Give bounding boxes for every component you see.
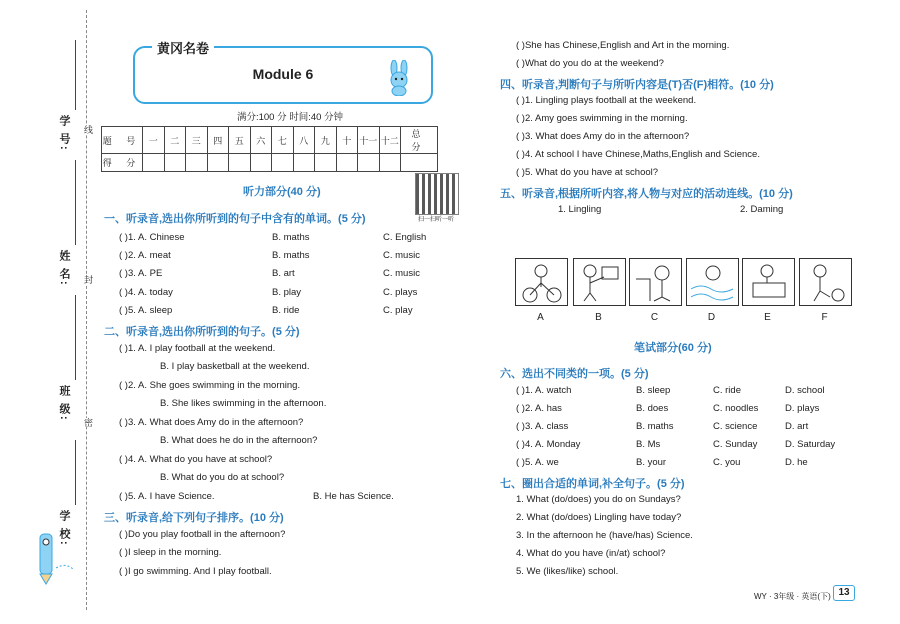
score-input-cell[interactable] [336,154,358,172]
score-cell: 十 [336,127,358,154]
score-input-cell[interactable] [293,154,315,172]
score-input-cell[interactable] [207,154,229,172]
judgement-item: ( )1. Lingling plays football at the weekend. [516,95,697,106]
option-b: B. She likes swimming in the afternoon. [160,398,327,409]
student-id-label: 学 号: [58,115,70,152]
option-c: C. plays [383,287,418,298]
judgement-item: ( )4. At school I have Chinese,Maths,English and Science. [516,149,760,160]
score-cell: 九 [315,127,337,154]
activity-picture-a[interactable] [515,258,568,306]
score-input-cell[interactable] [315,154,337,172]
fill-item: 2. What (do/does) Lingling have today? [516,512,682,523]
option-c: C. music [383,268,420,279]
brand-logo: 黄冈名卷 [152,38,214,57]
question-line: ( )1. A. I play football at the weekend. [119,343,276,354]
name-field[interactable] [75,160,76,245]
judgement-item: ( )2. Amy goes swimming in the morning. [516,113,688,124]
score-input-cell[interactable] [358,154,380,172]
ordering-item: ( )I sleep in the morning. [119,547,222,558]
score-cell: 三 [186,127,208,154]
binding-dashed-line [86,10,87,610]
fill-item: 1. What (do/does) you do on Sundays? [516,494,681,505]
option-b: B. He has Science. [313,491,394,502]
fill-item: 4. What do you have (in/at) school? [516,548,666,559]
section-6-heading: 六、选出不同类的一项。(5 分) [500,368,649,380]
section-3-heading: 三、听录音,给下列句子排序。(10 分) [104,512,284,524]
question-line: ( )5. A. sleep [119,305,173,316]
listening-part-title: 听力部分(40 分) [243,186,321,198]
option-c: C. music [383,250,420,261]
option-b: B. sleep [636,385,671,396]
activity-picture-b[interactable] [573,258,626,306]
option-b: B. your [636,457,667,468]
score-row-label: 得 分 [102,154,143,172]
question-line: ( )4. A. today [119,287,173,298]
option-c: C. English [383,232,427,243]
fill-item: 3. In the afternoon he (have/has) Science. [516,530,693,541]
score-cell: 六 [250,127,272,154]
picture-letter: E [764,312,771,323]
question-line: ( )5. A. we [516,457,559,468]
question-line: ( )4. A. Monday [516,439,581,450]
section-7-heading: 七、圈出合适的单词,补全句子。(5 分) [500,478,685,490]
score-table-score-row [102,154,438,172]
picture-letter: C [650,312,659,323]
question-line: ( )3. A. PE [119,268,163,279]
question-line: ( )2. A. She goes swimming in the morning. [119,380,301,391]
judgement-item: ( )3. What does Amy do in the afternoon? [516,131,690,142]
question-line: ( )2. A. has [516,403,562,414]
section-4-heading: 四、听录音,判断句子与所听内容是(T)否(F)相符。(10 分) [500,79,774,91]
question-line: ( )3. A. What does Amy do in the afternoon? [119,417,304,428]
question-line: ( )1. A. watch [516,385,572,396]
score-table [101,126,438,172]
person-daming: 2. Daming [740,204,784,215]
option-b: B. play [272,287,302,298]
qr-caption: 扫一扫听一听 [417,217,454,223]
score-table-header-row [102,127,438,154]
question-line: ( )5. A. I have Science. [119,491,215,502]
ordering-item: ( )What do you do at the weekend? [516,58,664,69]
score-input-cell[interactable] [186,154,208,172]
option-c: C. science [713,421,758,432]
option-c: C. ride [713,385,741,396]
score-cell: 题 号 [102,127,143,154]
ordering-item: ( )She has Chinese,English and Art in the morning. [516,40,730,51]
score-cell: 一 [143,127,165,154]
activity-picture-e[interactable] [742,258,795,306]
picture-letter: F [821,312,828,323]
option-b: B. art [272,268,295,279]
option-b: B. Ms [636,439,661,450]
school-field[interactable] [75,440,76,505]
fill-item: 5. We (likes/like) school. [516,566,619,577]
activity-picture-c[interactable] [629,258,682,306]
binding-mark-seal: 封 [83,275,93,284]
score-cell: 四 [207,127,229,154]
score-cell: 二 [164,127,186,154]
score-cell: 七 [272,127,294,154]
score-input-cell[interactable] [229,154,251,172]
option-d: D. art [785,421,809,432]
option-c: C. Sunday [713,439,758,450]
footer-text: WY · 3年级 · 英语(下) [754,592,831,601]
question-line: ( )2. A. meat [119,250,171,261]
score-info: 满分:100 分 时间:40 分钟 [236,112,344,123]
option-b: B. maths [272,232,310,243]
option-b: B. maths [636,421,674,432]
judgement-item: ( )5. What do you have at school? [516,167,659,178]
option-b: B. What do you do at school? [160,472,285,483]
question-line: ( )3. A. class [516,421,569,432]
score-cell: 十一 [358,127,380,154]
score-input-cell[interactable] [143,154,165,172]
option-b: B. I play basketball at the weekend. [160,361,310,372]
name-label: 姓 名: [58,250,70,287]
module-title: Module 6 [252,66,314,82]
school-label: 学 校: [58,510,70,547]
option-d: D. he [785,457,808,468]
binding-mark-line: 线 [83,125,93,134]
option-b: B. does [636,403,669,414]
class-label: 班 级: [58,385,70,422]
score-cell: 八 [293,127,315,154]
rabbit-mascot-icon [384,60,414,96]
page-number: 13 [833,585,855,601]
score-input-cell[interactable] [401,154,438,172]
question-line: ( )4. A. What do you have at school? [119,454,273,465]
section-5-heading: 五、听录音,根据所听内容,将人物与对应的活动连线。(10 分) [500,188,793,200]
ordering-item: ( )I go swimming. And I play football. [119,566,272,577]
activity-picture-d[interactable] [686,258,739,306]
option-b: B. What does he do in the afternoon? [160,435,318,446]
option-b: B. maths [272,250,310,261]
picture-letter: B [595,312,602,323]
section-2-heading: 二、听录音,选出你所听到的句子。(5 分) [104,326,300,338]
option-d: D. school [785,385,825,396]
score-cell: 十二 [379,127,401,154]
pencil-mascot-icon [30,528,80,588]
option-b: B. ride [272,305,300,316]
ordering-item: ( )Do you play football in the afternoon? [119,529,286,540]
score-input-cell[interactable] [250,154,272,172]
option-d: D. Saturday [785,439,836,450]
score-input-cell[interactable] [379,154,401,172]
writing-part-title: 笔试部分(60 分) [634,342,712,354]
binding-mark-close: 密 [83,418,93,427]
option-c: C. play [383,305,413,316]
score-input-cell[interactable] [164,154,186,172]
class-field[interactable] [75,295,76,380]
student-id-field[interactable] [75,40,76,110]
question-line: ( )1. A. Chinese [119,232,185,243]
option-c: C. you [713,457,741,468]
score-input-cell[interactable] [272,154,294,172]
picture-letter: D [707,312,716,323]
score-cell: 五 [229,127,251,154]
section-1-heading: 一、听录音,选出你所听到的句子中含有的单词。(5 分) [104,213,366,225]
option-c: C. noodles [713,403,759,414]
score-cell: 总 分 [401,127,438,154]
qr-code-icon[interactable] [415,173,459,215]
activity-picture-f[interactable] [799,258,852,306]
picture-letter: A [537,312,544,323]
person-lingling: 1. Lingling [558,204,602,215]
option-d: D. plays [785,403,820,414]
